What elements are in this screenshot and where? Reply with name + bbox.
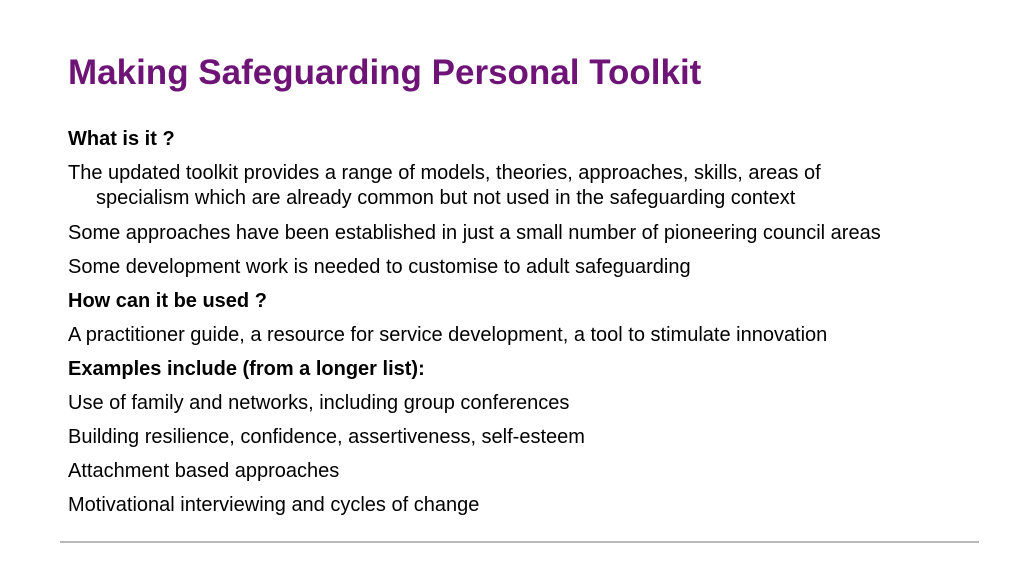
- what-heading: What is it ?: [68, 128, 175, 150]
- example-item: Attachment based approaches: [68, 460, 340, 482]
- slide-content: [68, 127, 968, 527]
- what-item: The updated toolkit provides a range of models, theories, approaches, skills, areas of specialism which are already common but not used in the safeguarding context: [68, 162, 821, 209]
- example-item: Use of family and networks, including group conferences: [68, 392, 570, 414]
- how-heading: How can it be used ?: [68, 290, 267, 312]
- what-item: Some approaches have been established in just a small number of pioneering council areas: [68, 222, 881, 244]
- footer-divider: [60, 541, 979, 543]
- slide-title: Making Safeguarding Personal Toolkit: [68, 53, 702, 92]
- what-item: Some development work is needed to customise to adult safeguarding: [68, 256, 691, 278]
- example-item: Motivational interviewing and cycles of change: [68, 494, 480, 516]
- example-item: Building resilience, confidence, assertiveness, self-esteem: [68, 426, 585, 448]
- examples-heading: Examples include (from a longer list):: [68, 358, 425, 380]
- how-item: A practitioner guide, a resource for service development, a tool to stimulate innovation: [68, 324, 828, 346]
